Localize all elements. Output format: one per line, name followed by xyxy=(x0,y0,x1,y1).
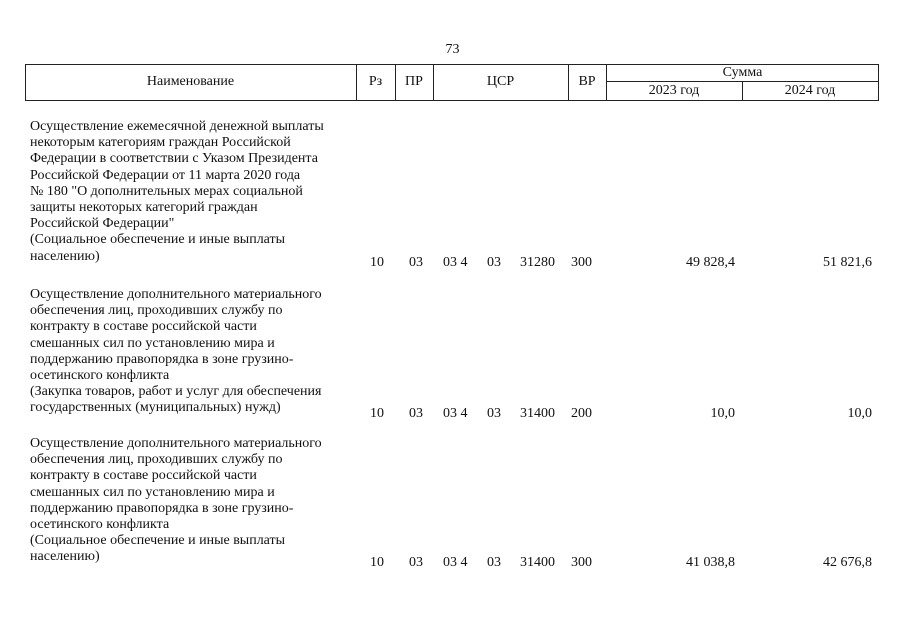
row-csr-subprogram: 03 xyxy=(487,555,501,570)
row-name: Осуществление ежемесячной денежной выплаты некоторым категориям граждан Российской Федерации в соответствии с Указом Президента Российской Федерации от 11 марта 2020 года № 180 "О дополнительных мерах социальной защиты некоторых категорий граждан Российской Федерации" (Социальное обеспечение и иные выплаты населению) xyxy=(30,119,324,264)
row-pr: 03 xyxy=(409,406,423,421)
row-vr: 300 xyxy=(571,255,592,270)
sum-divider xyxy=(606,81,879,82)
row-vr: 200 xyxy=(571,406,592,421)
header-sum: Сумма xyxy=(722,65,763,80)
row-name: Осуществление дополнительного материального обеспечения лиц, проходивших службу по контракту в составе российской части смешанных сил по установлению мира и поддержанию правопорядка в зоне грузино- осетинского конфликта (Закупка товаров, работ и услуг для обеспечения государственных (муниципальных) нужд) xyxy=(30,287,322,416)
row-amount-2023: 49 828,4 xyxy=(686,255,735,270)
row-amount-2024: 42 676,8 xyxy=(823,555,872,570)
row-pr: 03 xyxy=(409,555,423,570)
row-csr-program: 03 4 xyxy=(443,406,468,421)
row-csr-code: 31280 xyxy=(520,255,555,270)
table-header xyxy=(25,64,879,100)
row-pr: 03 xyxy=(409,255,423,270)
row-rz: 10 xyxy=(370,406,384,421)
row-name: Осуществление дополнительного материального обеспечения лиц, проходивших службу по контракту в составе российской части смешанных сил по установлению мира и поддержанию правопорядка в зоне грузино- осетинского конфликта (Социальное обеспечение и иные выплаты населению) xyxy=(30,436,322,565)
row-amount-2023: 41 038,8 xyxy=(686,555,735,570)
row-csr-program: 03 4 xyxy=(443,555,468,570)
row-vr: 300 xyxy=(571,555,592,570)
header-year-2023: 2023 год xyxy=(648,83,700,98)
row-amount-2024: 51 821,6 xyxy=(823,255,872,270)
row-amount-2024: 10,0 xyxy=(847,406,872,421)
header-vr: ВР xyxy=(578,74,596,89)
row-rz: 10 xyxy=(370,255,384,270)
row-amount-2023: 10,0 xyxy=(710,406,735,421)
row-rz: 10 xyxy=(370,555,384,570)
header-csr: ЦСР xyxy=(486,74,515,89)
header-year-2024: 2024 год xyxy=(784,83,836,98)
header-bottom-border xyxy=(25,100,879,101)
row-csr-subprogram: 03 xyxy=(487,406,501,421)
header-rz: Рз xyxy=(368,74,383,89)
row-csr-code: 31400 xyxy=(520,406,555,421)
header-pr: ПР xyxy=(405,74,423,89)
header-name: Наименование xyxy=(146,74,235,89)
page-number: 73 xyxy=(445,42,460,57)
row-csr-code: 31400 xyxy=(520,555,555,570)
row-csr-subprogram: 03 xyxy=(487,255,501,270)
row-csr-program: 03 4 xyxy=(443,255,468,270)
